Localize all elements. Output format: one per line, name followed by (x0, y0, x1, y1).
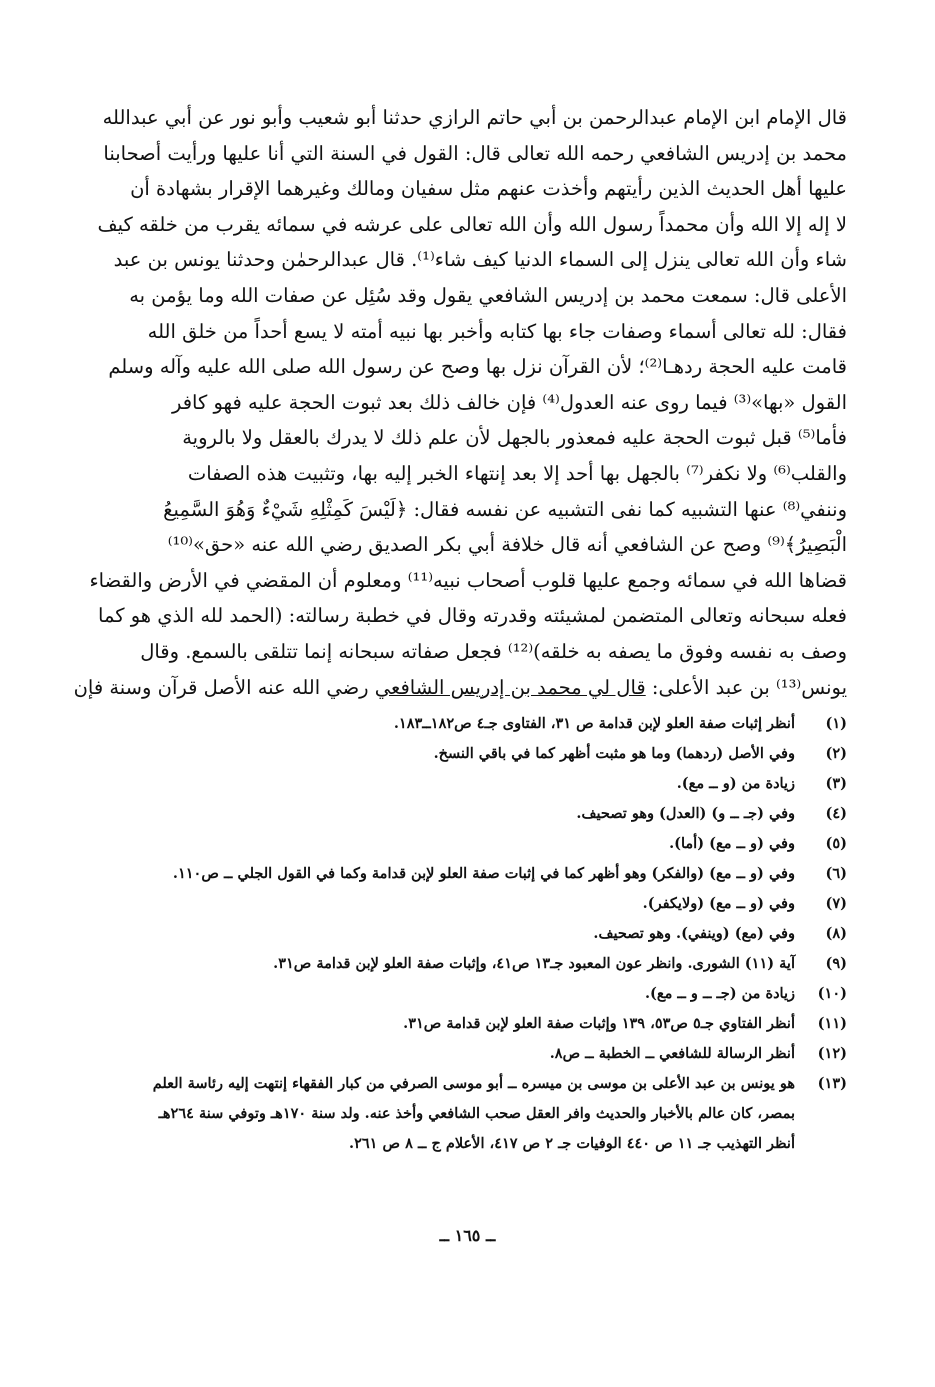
text-line: شاء وأن الله تعالى ينزل إلى السماء الدنيا كيف شاء⁽¹⁾. قال عبدالرحمٰن وحدثنا يونس بن عبد (113, 248, 847, 272)
footnote-text: آية (١١) الشورى. وانظر عون المعبود جـ١٣ ص٤١، وإثبات صفة العلو لإبن قدامة ص٣١. (273, 955, 795, 973)
last-line-start: يونس⁽¹³⁾ بن عبد الأعلى: (645, 675, 847, 699)
footnote-number: (٧) (825, 895, 847, 913)
footnote-number: (١) (825, 715, 847, 733)
text-line: وصف به نفسه وفوق ما يصفه به خلقه)⁽¹²⁾ فجعل صفاته سبحانه إنما تتلقى بالسمع. وقال (140, 639, 847, 663)
text-line: الأعلى قال: سمعت محمد بن إدريس الشافعي يقول وقد سُئِل عن صفات الله وما يؤمن به (129, 283, 847, 307)
footnote-number: (١١) (817, 1015, 847, 1033)
footnote-text: وفي (و ــ مع) (والفكر) وهو أظهر كما في إثبات صفة العلو لإبن قدامة وكما في القول الجلي ــ ص١١٠. (172, 865, 795, 883)
footnote-text: أنظر الفتاوي جـ٥ ص٥٣، ١٣٩ وإثبات صفة العلو لإبن قدامة ص٣١. (403, 1015, 795, 1033)
text-line: قامت عليه الحجة ردهـا⁽²⁾؛ لأن القرآن نزل بها وصح عن رسول الله صلى الله عليه وآله وسلم (108, 355, 847, 379)
text-line: فأما⁽⁵⁾ قبل ثبوت الحجة عليه فمعذور بالجهل لأن علم ذلك لا يدرك بالعقل ولا بالروية (182, 426, 847, 450)
footnote-number: (٦) (825, 865, 847, 883)
text-line: لا إله إلا الله وأن محمداً رسول الله وأن الله تعالى على عرشه في سمائه يقرب من خلقه كيف (97, 212, 847, 236)
underlined-quote: قال لي محمد بن إدريس الشافعي (374, 675, 646, 699)
text-line: محمد بن إدريس الشافعي رحمه الله تعالى قال: القول في السنة التي أنا عليها ورأيت أصحابنا (103, 141, 847, 165)
footnote (120, 709, 847, 739)
last-line-end: رضي الله عنه الأصل قرآن وسنة فإن (73, 675, 375, 699)
footnote-number: (٨) (825, 925, 847, 943)
footnote-number: (٤) (825, 805, 847, 823)
text-line: والقلب⁽⁶⁾ ولا نكفر⁽⁷⁾ بالجهل بها أحد إلا بعد إنتهاء الخبر إليه بها، وتثبيت هذه الصفات (187, 461, 847, 485)
footnote (120, 889, 847, 919)
main-text (73, 100, 847, 705)
footnote-number: (٣) (825, 775, 847, 793)
text-line: فقال: لله تعالى أسماء وصفات جاء بها كتابه وأخبر بها نبيه أمته لا يسع أحداً من خلق الله (147, 319, 847, 343)
text-line: عليها أهل الحديث الذين رأيتهم وأخذت عنهم مثل سفيان ومالك وغيرهما الإقرار بشهادة أن (130, 177, 847, 201)
text-line: فعله سبحانه وتعالى المتضمن لمشيئته وقدرته وقال في خطبة رسالته: (الحمد لله الذي هو كما (98, 604, 847, 628)
footnote-text: أنظر الرسالة للشافعي ــ الخطبة ــ ص٨. (549, 1045, 795, 1063)
footnote (120, 1009, 847, 1039)
footnote-text: وفي الأصل (ردهما) وما هو مثبت أظهر كما في باقي النسخ. (433, 745, 795, 763)
text-line: قضاها الله في سمائه وجمع عليها قلوب أصحاب نبيه⁽¹¹⁾ ومعلوم أن المقضي في الأرض والقضاء (89, 568, 847, 592)
footnote (120, 739, 847, 769)
footnote-text: وفي (جـ ــ و) (العدل) وهو تصحيف. (576, 805, 795, 823)
text-line: الْبَصِيرُ﴾⁽⁹⁾ وصح عن الشافعي أنه قال خلافة أبي بكر الصديق رضي الله عنه «حق»⁽¹⁰⁾ (167, 533, 847, 557)
text-line: القول «بها»⁽³⁾ فيما روى عنه العدول⁽⁴⁾ فإن خالف ذلك بعد ثبوت الحجة عليه فهو كافر (171, 390, 847, 414)
footnote (120, 979, 847, 1009)
text-line: وننفي⁽⁸⁾ عنها التشبيه كما نفى التشبيه عن نفسه فقال: ﴿لَيْسَ كَمِثْلِهِ شَيْءٌ وَهُوَ السَّمِيعُ (163, 497, 847, 521)
footnote-text: زيادة من (و ــ مع). (676, 775, 795, 793)
footnote (120, 1069, 847, 1099)
footnote-text: وفي (و ــ مع) (أما). (669, 835, 795, 853)
footnote-number: (٢) (825, 745, 847, 763)
page-number: ــ ١٦٥ ــ (439, 1226, 496, 1245)
footnote (120, 859, 847, 889)
footnote (120, 829, 847, 859)
footnotes (120, 709, 847, 1159)
footnote (120, 1039, 847, 1069)
footnote (120, 919, 847, 949)
footnote (120, 949, 847, 979)
footnote-number: (١٢) (817, 1045, 847, 1063)
footnote-text: زيادة من (جـ ــ و ــ مع). (644, 985, 795, 1003)
footnote-continuation: أنظر التهذيب جـ ١١ ص ٤٤٠ الوفيات جـ ٢ ص ٤١٧، الأعلام ج ــ ٨ ص ٢٦١. (349, 1135, 795, 1153)
footnote-text: وفي (مع) (وينفي). وهو تصحيف. (593, 925, 795, 943)
footnote-number: (٩) (825, 955, 847, 973)
footnote (120, 799, 847, 829)
text-line-last (73, 670, 847, 706)
footnote-number: (١٠) (817, 985, 847, 1003)
footnote-text: أنظر إثبات صفة العلو لإبن قدامة ص ٣١، الفتاوى جـ٤ ص١٨٢ــ١٨٣. (393, 715, 795, 733)
text-line: قال الإمام ابن الإمام عبدالرحمن بن أبي حاتم الرازي حدثنا أبو شعيب وأبو نور عن أبي عبدالله (102, 106, 847, 129)
footnote-continuation: بمصر، كان عالم بالأخبار والحديث وافر العقل صحب الشافعي وأخذ عنه. ولد سنة ١٧٠هـ وتوفي سنة ٢٦٤هـ (158, 1105, 795, 1123)
footnote-text: وفي (و ــ مع) (ولايكفر). (642, 895, 795, 913)
footnote-number: (١٣) (817, 1075, 847, 1093)
footnote-number: (٥) (825, 835, 847, 853)
footnote-text: هو يونس بن عبد الأعلى بن موسى بن ميسره ــ أبو موسى الصرفي من كبار الفقهاء إنتهت إليه رئاسة العلم (152, 1075, 795, 1093)
footnote (120, 769, 847, 799)
